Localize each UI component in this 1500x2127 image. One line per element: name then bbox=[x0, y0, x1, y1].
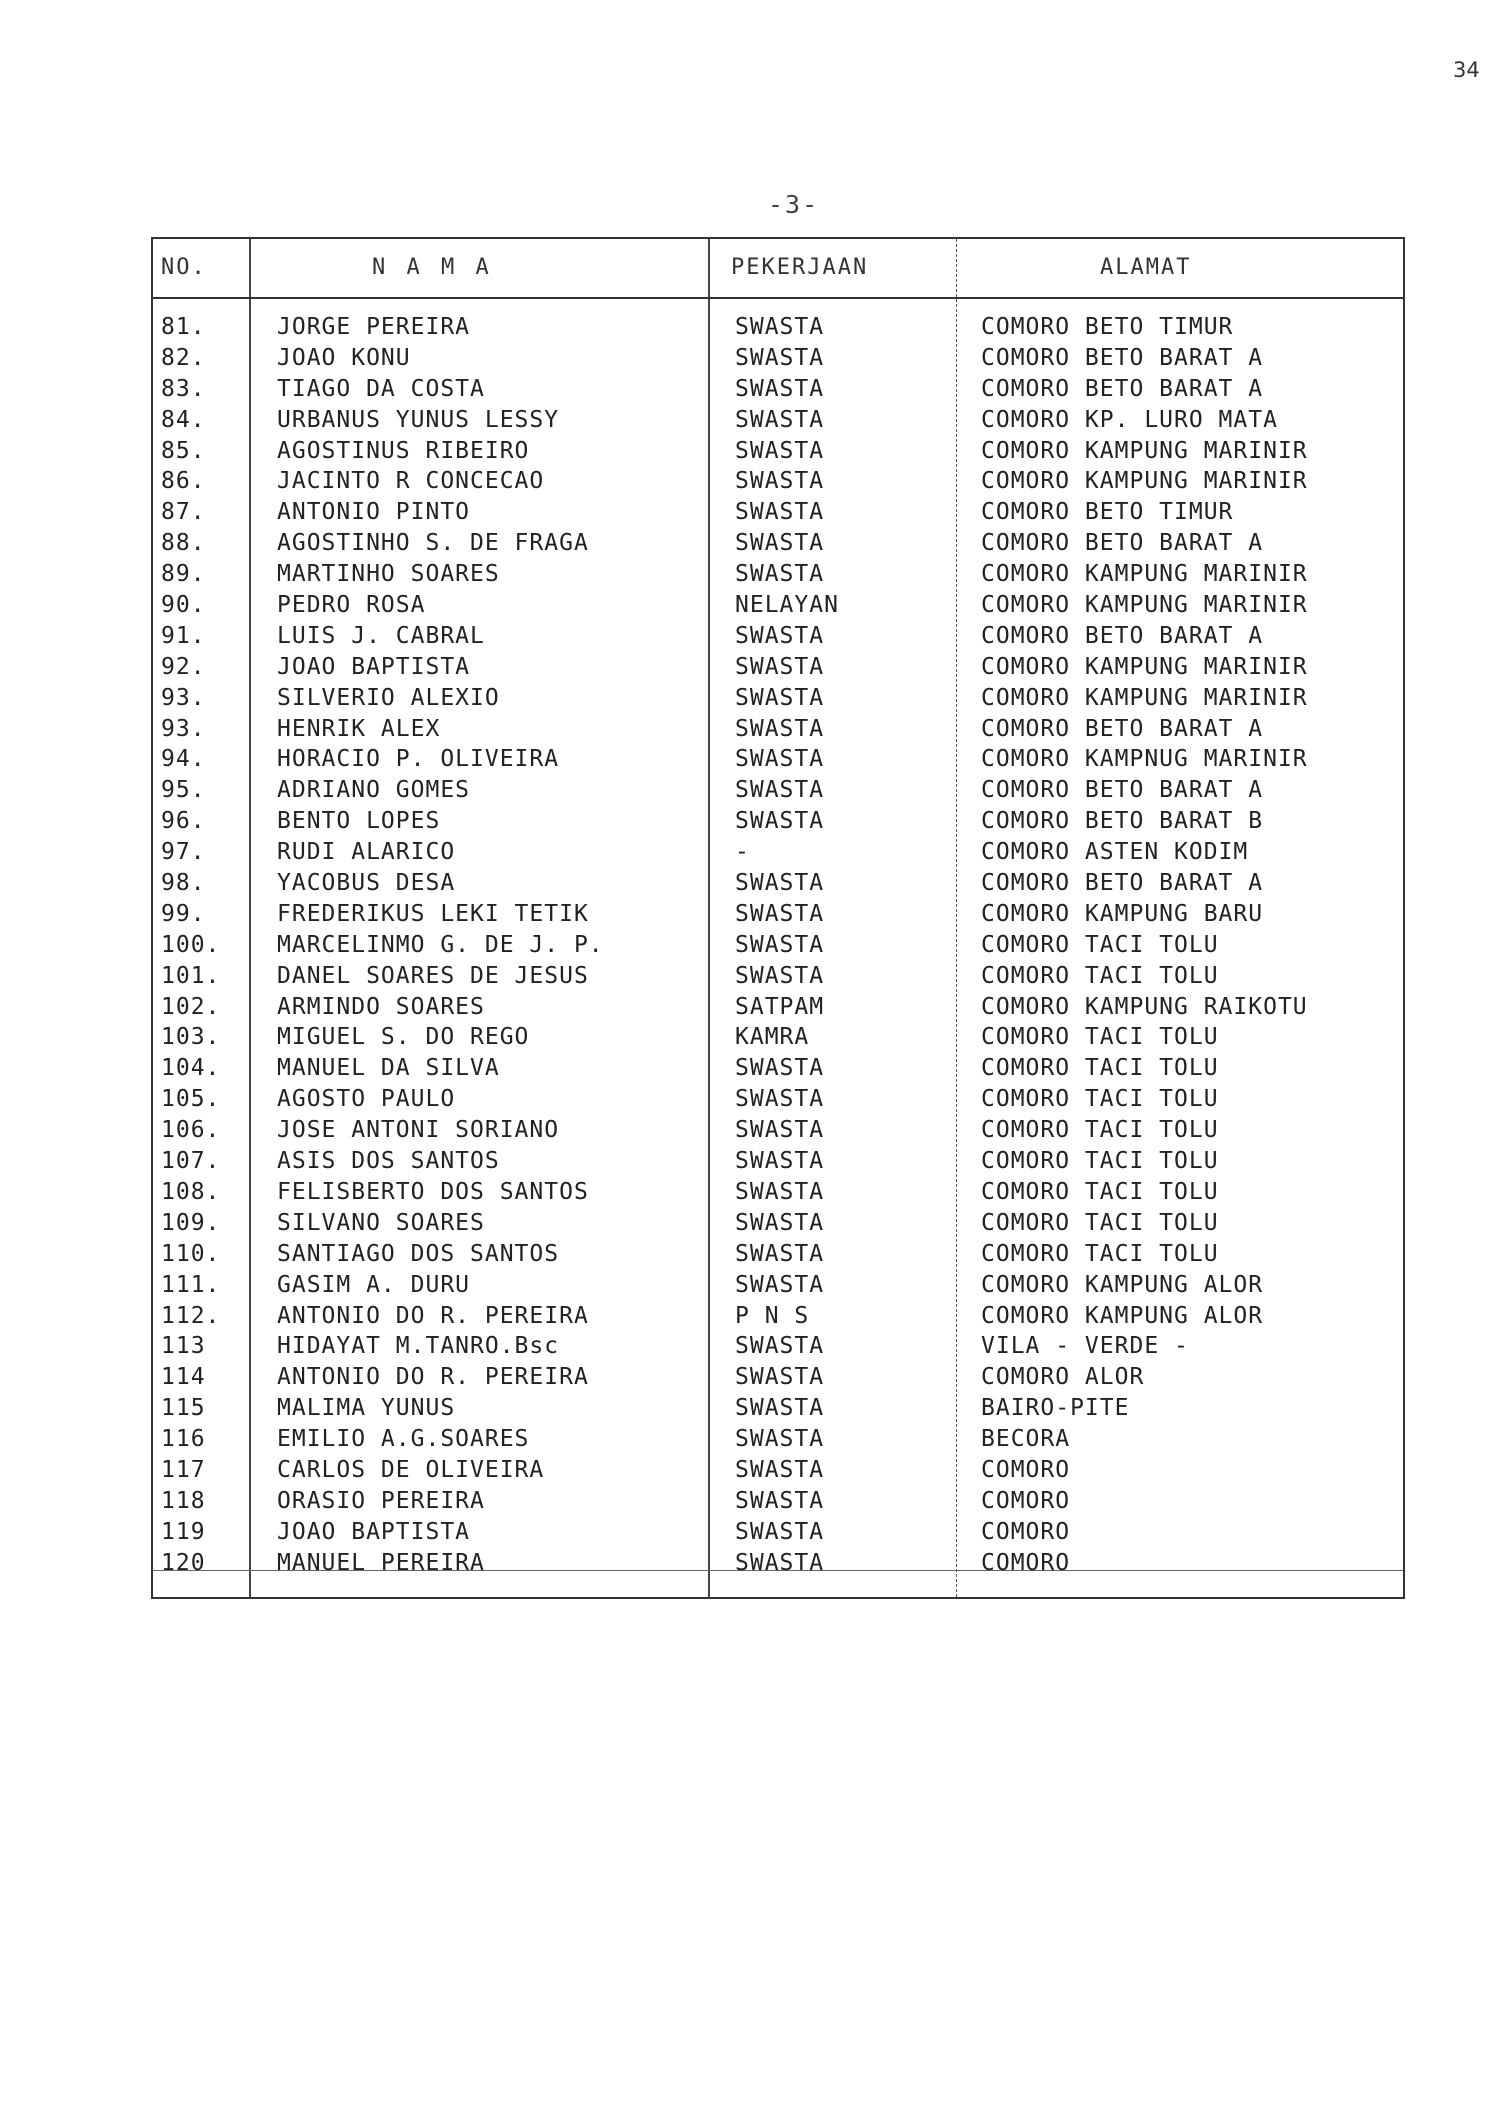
cell-no: 92. bbox=[161, 653, 206, 680]
cell-nama: HIDAYAT M.TANRO.Bsc bbox=[277, 1333, 560, 1360]
cell-pekerjaan: SWASTA bbox=[735, 375, 825, 402]
cell-nama: ORASIO PEREIRA bbox=[277, 1487, 485, 1514]
cell-no: 106. bbox=[161, 1117, 221, 1144]
cell-nama: RUDI ALARICO bbox=[277, 839, 456, 866]
cell-alamat: COMORO KAMPUNG MARINIR bbox=[981, 561, 1308, 588]
cell-nama: ASIS DOS SANTOS bbox=[277, 1148, 500, 1175]
residents-table bbox=[151, 237, 1405, 1599]
table-row bbox=[153, 559, 1403, 590]
cell-no: 94. bbox=[161, 746, 206, 773]
table-row bbox=[153, 590, 1403, 621]
cell-nama: DANEL SOARES DE JESUS bbox=[277, 962, 589, 989]
cell-alamat: COMORO BETO BARAT A bbox=[981, 344, 1264, 371]
cell-nama: FELISBERTO DOS SANTOS bbox=[277, 1178, 589, 1205]
cell-no: 107. bbox=[161, 1148, 221, 1175]
cell-no: 87. bbox=[161, 499, 206, 526]
cell-nama: JOAO BAPTISTA bbox=[277, 1518, 471, 1545]
table-row bbox=[153, 1517, 1403, 1548]
table-row bbox=[153, 621, 1403, 652]
cell-alamat: COMORO TACI TOLU bbox=[981, 1055, 1219, 1082]
cell-nama: JACINTO R CONCECAO bbox=[277, 468, 545, 495]
cell-alamat: COMORO KAMPUNG MARINIR bbox=[981, 592, 1308, 619]
table-row bbox=[153, 1239, 1403, 1270]
cell-pekerjaan: SATPAM bbox=[735, 993, 825, 1020]
cell-alamat: COMORO TACI TOLU bbox=[981, 931, 1219, 958]
cell-pekerjaan: SWASTA bbox=[735, 314, 825, 340]
cell-alamat: COMORO TACI TOLU bbox=[981, 1086, 1219, 1113]
cell-pekerjaan: SWASTA bbox=[735, 1487, 825, 1514]
table-row bbox=[153, 1270, 1403, 1301]
cell-alamat: COMORO TACI TOLU bbox=[981, 1178, 1219, 1205]
cell-no: 116 bbox=[161, 1426, 206, 1453]
cell-nama: CARLOS DE OLIVEIRA bbox=[277, 1456, 545, 1483]
cell-pekerjaan: SWASTA bbox=[735, 1549, 825, 1576]
cell-alamat: COMORO KAMPUNG MARINIR bbox=[981, 468, 1308, 495]
cell-nama: HORACIO P. OLIVEIRA bbox=[277, 746, 560, 773]
cell-no: 95. bbox=[161, 777, 206, 804]
cell-nama: AGOSTINUS RIBEIRO bbox=[277, 437, 530, 464]
cell-nama: FREDERIKUS LEKI TETIK bbox=[277, 900, 589, 927]
sheet-number: -3- bbox=[768, 190, 820, 219]
cell-nama: MARTINHO SOARES bbox=[277, 561, 500, 588]
cell-alamat: COMORO KAMPUNG ALOR bbox=[981, 1302, 1264, 1329]
cell-pekerjaan: SWASTA bbox=[735, 1426, 825, 1453]
cell-alamat: BECORA bbox=[981, 1426, 1071, 1453]
table-row bbox=[153, 714, 1403, 745]
cell-alamat: COMORO bbox=[981, 1518, 1071, 1545]
cell-nama: JOAO KONU bbox=[277, 344, 411, 371]
cell-no: 113 bbox=[161, 1333, 206, 1360]
cell-pekerjaan: SWASTA bbox=[735, 715, 825, 742]
header-nama: N A M A bbox=[372, 255, 493, 280]
cell-nama: ANTONIO DO R. PEREIRA bbox=[277, 1364, 589, 1391]
table-row bbox=[153, 1486, 1403, 1517]
cell-alamat: COMORO BETO BARAT A bbox=[981, 777, 1264, 804]
cell-nama: AGOSTINHO S. DE FRAGA bbox=[277, 530, 589, 557]
cell-alamat: COMORO KAMPNUG MARINIR bbox=[981, 746, 1308, 773]
cell-no: 88. bbox=[161, 530, 206, 557]
cell-no: 91. bbox=[161, 622, 206, 649]
cell-pekerjaan: SWASTA bbox=[735, 406, 825, 433]
cell-alamat: COMORO TACI TOLU bbox=[981, 1148, 1219, 1175]
cell-no: 103. bbox=[161, 1024, 221, 1051]
cell-no: 102. bbox=[161, 993, 221, 1020]
header-pekerjaan: PEKERJAAN bbox=[731, 255, 869, 280]
cell-no: 120 bbox=[161, 1549, 206, 1576]
header-alamat: ALAMAT bbox=[1100, 255, 1192, 280]
table-row bbox=[153, 312, 1403, 343]
cell-no: 83. bbox=[161, 375, 206, 402]
table-row bbox=[153, 930, 1403, 961]
cell-no: 99. bbox=[161, 900, 206, 927]
cell-pekerjaan: SWASTA bbox=[735, 870, 825, 897]
cell-alamat: COMORO BETO BARAT A bbox=[981, 715, 1264, 742]
cell-pekerjaan: SWASTA bbox=[735, 499, 825, 526]
table-row bbox=[153, 1115, 1403, 1146]
table-row bbox=[153, 683, 1403, 714]
cell-nama: JOSE ANTONI SORIANO bbox=[277, 1117, 560, 1144]
cell-alamat: COMORO bbox=[981, 1456, 1071, 1483]
cell-nama: BENTO LOPES bbox=[277, 808, 441, 835]
cell-pekerjaan: SWASTA bbox=[735, 468, 825, 495]
cell-nama: MIGUEL S. DO REGO bbox=[277, 1024, 530, 1051]
cell-pekerjaan: SWASTA bbox=[735, 561, 825, 588]
cell-nama: EMILIO A.G.SOARES bbox=[277, 1426, 530, 1453]
cell-alamat: COMORO TACI TOLU bbox=[981, 1117, 1219, 1144]
cell-nama: MANUEL PEREIRA bbox=[277, 1549, 485, 1576]
cell-pekerjaan: NELAYAN bbox=[735, 592, 839, 619]
cell-nama: ADRIANO GOMES bbox=[277, 777, 471, 804]
cell-alamat: BAIRO-PITE bbox=[981, 1395, 1130, 1422]
table-row bbox=[153, 868, 1403, 899]
cell-nama: MARCELINMO G. DE J. P. bbox=[277, 931, 604, 958]
cell-pekerjaan: SWASTA bbox=[735, 653, 825, 680]
header-no: NO. bbox=[161, 255, 207, 280]
cell-pekerjaan: SWASTA bbox=[735, 344, 825, 371]
table-row bbox=[153, 497, 1403, 528]
cell-pekerjaan: SWASTA bbox=[735, 1395, 825, 1422]
table-row bbox=[153, 837, 1403, 868]
cell-alamat: COMORO TACI TOLU bbox=[981, 962, 1219, 989]
cell-nama: TIAGO DA COSTA bbox=[277, 375, 485, 402]
cell-alamat: COMORO KAMPUNG ALOR bbox=[981, 1271, 1264, 1298]
table-row bbox=[153, 899, 1403, 930]
cell-no: 100. bbox=[161, 931, 221, 958]
cell-nama: MALIMA YUNUS bbox=[277, 1395, 456, 1422]
cell-pekerjaan: SWASTA bbox=[735, 1148, 825, 1175]
cell-alamat: COMORO KAMPUNG MARINIR bbox=[981, 437, 1308, 464]
cell-no: 117 bbox=[161, 1456, 206, 1483]
cell-alamat: COMORO BETO TIMUR bbox=[981, 314, 1234, 340]
cell-no: 81. bbox=[161, 314, 206, 340]
cell-nama: URBANUS YUNUS LESSY bbox=[277, 406, 560, 433]
cell-no: 93. bbox=[161, 715, 206, 742]
cell-alamat: COMORO KAMPUNG RAIKOTU bbox=[981, 993, 1308, 1020]
cell-nama: AGOSTO PAULO bbox=[277, 1086, 456, 1113]
cell-pekerjaan: - bbox=[735, 839, 750, 866]
table-row bbox=[153, 1393, 1403, 1424]
header-divider bbox=[153, 297, 1403, 299]
cell-nama: SILVANO SOARES bbox=[277, 1209, 485, 1236]
cell-pekerjaan: SWASTA bbox=[735, 1117, 825, 1144]
cell-no: 119 bbox=[161, 1518, 206, 1545]
cell-pekerjaan: P N S bbox=[735, 1302, 810, 1329]
table-row bbox=[153, 1022, 1403, 1053]
cell-no: 108. bbox=[161, 1178, 221, 1205]
cell-nama: JOAO BAPTISTA bbox=[277, 653, 471, 680]
table-row bbox=[153, 1146, 1403, 1177]
cell-alamat: COMORO TACI TOLU bbox=[981, 1209, 1219, 1236]
cell-nama: GASIM A. DURU bbox=[277, 1271, 471, 1298]
table-row bbox=[153, 528, 1403, 559]
table-row bbox=[153, 1362, 1403, 1393]
cell-nama: JORGE PEREIRA bbox=[277, 314, 471, 340]
table-row bbox=[153, 1053, 1403, 1084]
cell-no: 90. bbox=[161, 592, 206, 619]
cell-pekerjaan: SWASTA bbox=[735, 931, 825, 958]
cell-pekerjaan: SWASTA bbox=[735, 1055, 825, 1082]
cell-pekerjaan: SWASTA bbox=[735, 1178, 825, 1205]
cell-no: 84. bbox=[161, 406, 206, 433]
cell-alamat: COMORO BETO BARAT B bbox=[981, 808, 1264, 835]
table-row bbox=[153, 1208, 1403, 1239]
cell-alamat: COMORO BETO BARAT A bbox=[981, 622, 1264, 649]
cell-alamat: COMORO KP. LURO MATA bbox=[981, 406, 1278, 433]
cell-alamat: COMORO KAMPUNG BARU bbox=[981, 900, 1264, 927]
cell-no: 86. bbox=[161, 468, 206, 495]
table-body bbox=[153, 312, 1403, 1579]
cell-pekerjaan: SWASTA bbox=[735, 962, 825, 989]
cell-no: 89. bbox=[161, 561, 206, 588]
cell-pekerjaan: SWASTA bbox=[735, 746, 825, 773]
page-number: 34 bbox=[1453, 58, 1480, 82]
cell-pekerjaan: SWASTA bbox=[735, 1364, 825, 1391]
cell-pekerjaan: SWASTA bbox=[735, 1518, 825, 1545]
cell-no: 93. bbox=[161, 684, 206, 711]
cell-alamat: COMORO TACI TOLU bbox=[981, 1024, 1219, 1051]
table-row bbox=[153, 436, 1403, 467]
cell-alamat: COMORO BETO BARAT A bbox=[981, 375, 1264, 402]
cell-pekerjaan: SWASTA bbox=[735, 684, 825, 711]
table-row bbox=[153, 806, 1403, 837]
cell-alamat: COMORO bbox=[981, 1549, 1071, 1576]
table-row bbox=[153, 1331, 1403, 1362]
cell-alamat: COMORO KAMPUNG MARINIR bbox=[981, 684, 1308, 711]
cell-pekerjaan: SWASTA bbox=[735, 1209, 825, 1236]
cell-no: 114 bbox=[161, 1364, 206, 1391]
cell-pekerjaan: SWASTA bbox=[735, 900, 825, 927]
cell-alamat: COMORO KAMPUNG MARINIR bbox=[981, 653, 1308, 680]
cell-alamat: COMORO BETO TIMUR bbox=[981, 499, 1234, 526]
cell-nama: PEDRO ROSA bbox=[277, 592, 426, 619]
cell-alamat: COMORO bbox=[981, 1487, 1071, 1514]
cell-no: 82. bbox=[161, 344, 206, 371]
cell-nama: ANTONIO DO R. PEREIRA bbox=[277, 1302, 589, 1329]
cell-nama: SANTIAGO DOS SANTOS bbox=[277, 1240, 560, 1267]
cell-alamat: VILA - VERDE - bbox=[981, 1333, 1189, 1360]
table-row bbox=[153, 1548, 1403, 1579]
cell-no: 112. bbox=[161, 1302, 221, 1329]
table-row bbox=[153, 961, 1403, 992]
table-row bbox=[153, 1424, 1403, 1455]
cell-nama: ARMINDO SOARES bbox=[277, 993, 485, 1020]
cell-pekerjaan: SWASTA bbox=[735, 530, 825, 557]
cell-alamat: COMORO BETO BARAT A bbox=[981, 870, 1264, 897]
table-row bbox=[153, 744, 1403, 775]
cell-no: 109. bbox=[161, 1209, 221, 1236]
cell-no: 97. bbox=[161, 839, 206, 866]
cell-nama: SILVERIO ALEXIO bbox=[277, 684, 500, 711]
cell-nama: ANTONIO PINTO bbox=[277, 499, 471, 526]
cell-pekerjaan: SWASTA bbox=[735, 777, 825, 804]
table-row bbox=[153, 405, 1403, 436]
cell-no: 115 bbox=[161, 1395, 206, 1422]
cell-pekerjaan: SWASTA bbox=[735, 1456, 825, 1483]
table-row bbox=[153, 1301, 1403, 1332]
cell-no: 105. bbox=[161, 1086, 221, 1113]
cell-no: 110. bbox=[161, 1240, 221, 1267]
cell-no: 104. bbox=[161, 1055, 221, 1082]
cell-alamat: COMORO BETO BARAT A bbox=[981, 530, 1264, 557]
cell-pekerjaan: SWASTA bbox=[735, 1240, 825, 1267]
cell-no: 118 bbox=[161, 1487, 206, 1514]
cell-no: 85. bbox=[161, 437, 206, 464]
table-row bbox=[153, 1084, 1403, 1115]
cell-no: 111. bbox=[161, 1271, 221, 1298]
cell-no: 98. bbox=[161, 870, 206, 897]
cell-nama: YACOBUS DESA bbox=[277, 870, 456, 897]
cell-nama: HENRIK ALEX bbox=[277, 715, 441, 742]
table-row bbox=[153, 466, 1403, 497]
cell-alamat: COMORO TACI TOLU bbox=[981, 1240, 1219, 1267]
cell-pekerjaan: SWASTA bbox=[735, 622, 825, 649]
table-row bbox=[153, 374, 1403, 405]
cell-no: 101. bbox=[161, 962, 221, 989]
table-row bbox=[153, 775, 1403, 806]
table-row bbox=[153, 992, 1403, 1023]
cell-pekerjaan: SWASTA bbox=[735, 1086, 825, 1113]
table-row bbox=[153, 1177, 1403, 1208]
cell-pekerjaan: SWASTA bbox=[735, 437, 825, 464]
cell-alamat: COMORO ASTEN KODIM bbox=[981, 839, 1249, 866]
table-row bbox=[153, 1455, 1403, 1486]
cell-nama: MANUEL DA SILVA bbox=[277, 1055, 500, 1082]
table-row bbox=[153, 343, 1403, 374]
cell-pekerjaan: KAMRA bbox=[735, 1024, 810, 1051]
cell-pekerjaan: SWASTA bbox=[735, 1333, 825, 1360]
cell-pekerjaan: SWASTA bbox=[735, 808, 825, 835]
cell-nama: LUIS J. CABRAL bbox=[277, 622, 485, 649]
cell-alamat: COMORO ALOR bbox=[981, 1364, 1145, 1391]
table-row bbox=[153, 652, 1403, 683]
cell-no: 96. bbox=[161, 808, 206, 835]
cell-pekerjaan: SWASTA bbox=[735, 1271, 825, 1298]
